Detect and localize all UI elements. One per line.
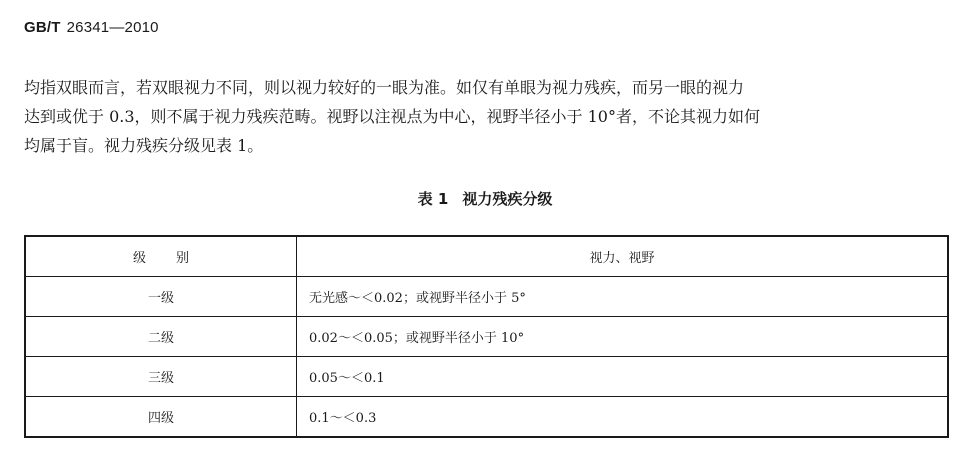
grade-cell: 三级 [25,357,297,397]
standard-number: 26341—2010 [66,19,159,36]
header-vision: 视力、视野 [297,236,949,277]
standard-header [24,19,159,36]
grade-cell: 四级 [25,397,297,438]
table-row [25,277,948,317]
table-header-row [25,236,948,277]
grade-cell: 一级 [25,277,297,317]
table-row [25,317,948,357]
body-line: 均属于盲。视力残疾分级见表 1。 [24,136,264,155]
body-paragraph [24,73,950,160]
body-line: 均指双眼而言，若双眼视力不同，则以视力较好的一眼为准。如仅有单眼为视力残疾，而另一眼的视力 [24,78,745,97]
standard-prefix: GB/T [24,19,61,36]
table-row [25,397,948,438]
grade-cell: 二级 [25,317,297,357]
vision-cell: 0.02～＜0.05；或视野半径小于 10° [297,317,949,357]
vision-grade-table [24,235,949,438]
vision-cell: 0.05～＜0.1 [297,357,949,397]
table-row [25,357,948,397]
header-grade [25,236,297,277]
body-line: 达到或优于 0.3，则不属于视力残疾范畴。视野以注视点为中心，视野半径小于 10°者，不论其视力如何 [24,107,760,126]
table-caption-number: 表 1 [417,190,449,208]
vision-cell: 0.1～＜0.3 [297,397,949,438]
header-grade-label: 级别 [132,251,219,266]
vision-cell: 无光感～＜0.02；或视野半径小于 5° [297,277,949,317]
table-caption-title: 视力残疾分级 [462,190,553,208]
table-caption [0,188,970,209]
